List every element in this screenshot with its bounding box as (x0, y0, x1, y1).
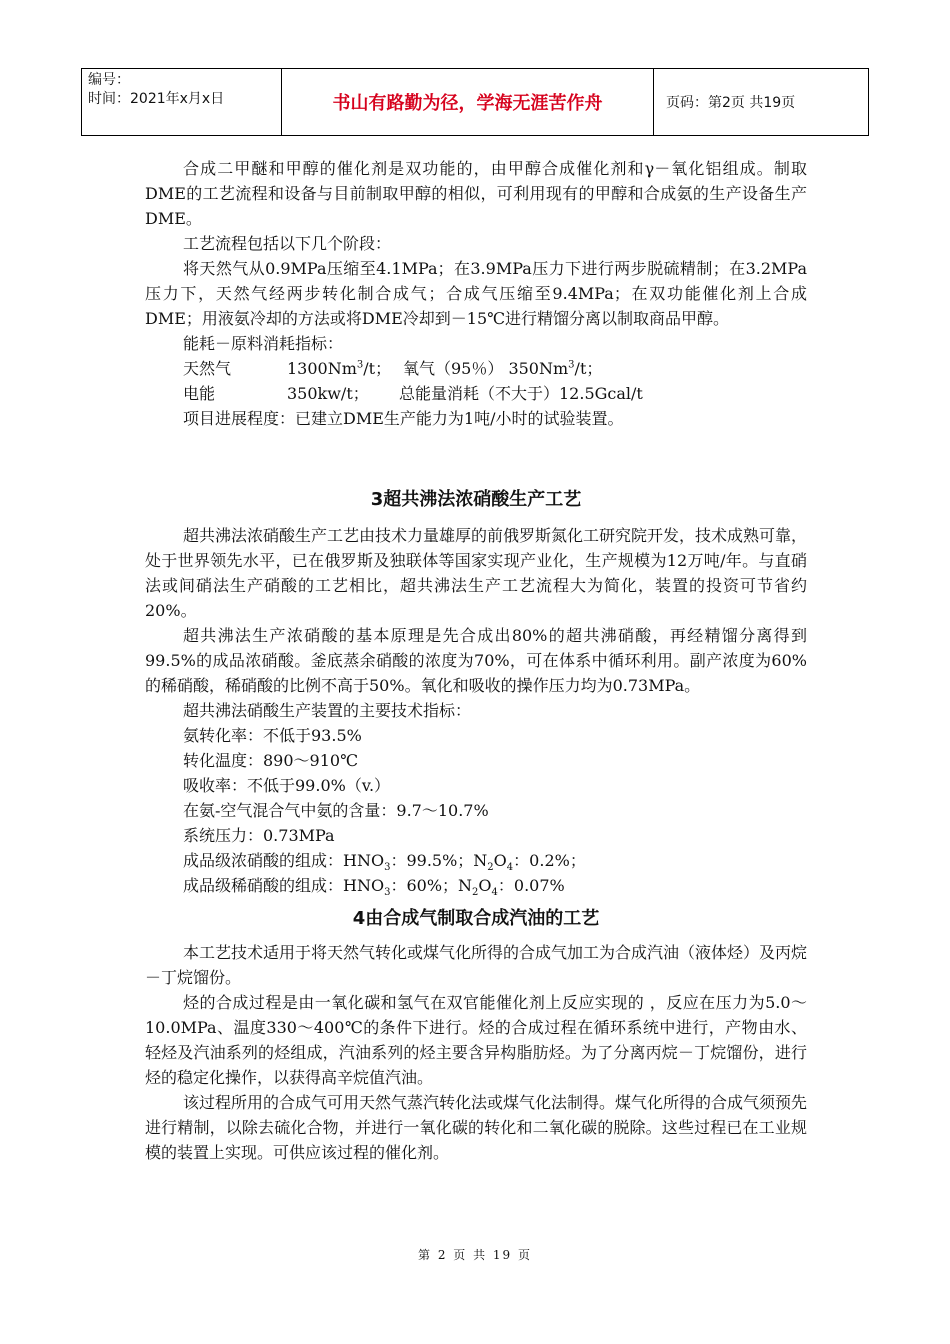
paragraph: 合成二甲醚和甲醇的催化剂是双功能的，由甲醇合成催化剂和γ－氧化铝组成。制取DME的工艺流程和设备与目前制取甲醇的相似，可利用现有的甲醇和合成氨的生产设备生产DME。 (145, 159, 807, 228)
paragraph: 将天然气从0.9MPa压缩至4.1MPa；在3.9MPa压力下进行两步脱硫精制；在3.2MPa压力下，天然气经两步转化制合成气；合成气压缩至9.4MPa；在双功能催化剂上合成DME；用液氨冷却的方法或将DME冷却到－15℃进行精馏分离以制取商品甲醇。 (145, 259, 807, 328)
paragraph: 本工艺技术适用于将天然气转化或煤气化所得的合成气加工为合成汽油（液体烃）及丙烷－丁烷馏份。 (145, 943, 808, 987)
consumption-row (145, 381, 807, 406)
consumption-row (145, 356, 807, 381)
spec-item: 转化温度：890～910℃ (183, 751, 358, 770)
paragraph: 超共沸法硝酸生产装置的主要技术指标： (183, 701, 472, 720)
spec-item: 系统压力：0.73MPa (183, 826, 335, 845)
spec-item: 成品级稀硝酸的组成：$HNO_3$：60%；$N_2O_4$：0.07% (183, 876, 565, 899)
paragraph: 超共沸法生产浓硝酸的基本原理是先合成出80%的超共沸硝酸，再经精馏分离得到99.5%的成品浓硝酸。釜底蒸余硝酸的浓度为70%，可在体系中循环利用。副产浓度为60%的稀硝酸，稀硝酸的比例不高于50%。氧化和吸收的操作压力均为0.73MPa。 (145, 626, 807, 695)
paragraph: 项目进展程度：已建立DME生产能力为1吨/小时的试验装置。 (183, 409, 624, 428)
paragraph: 工艺流程包括以下几个阶段： (183, 234, 392, 253)
row-value: 1300Nm$^3$/t； (287, 359, 392, 378)
paragraph: 能耗－原料消耗指标： (183, 334, 344, 353)
section-heading: 3超共沸法浓硝酸生产工艺 (370, 489, 582, 510)
spec-item: 成品级浓硝酸的组成：$HNO_3$：99.5%；$N_2O_4$：0.2%； (183, 851, 586, 874)
header-motto: 书山有路勤为径，学海无涯苦作舟 (282, 69, 654, 135)
header-meta (82, 69, 282, 135)
row-item: 天然气 (183, 359, 232, 378)
spec-item: 吸收率：不低于99.0%（v.） (183, 776, 391, 795)
paragraph: 该过程所用的合成气可用天然气蒸汽转化法或煤气化法制得。煤气化所得的合成气须预先进行精制，以除去硫化合物，并进行一氧化碳的转化和二氧化碳的脱除。这些过程已在工业规模的装置上实现。可供应该过程的催化剂。 (145, 1093, 808, 1162)
row-value: 氧气（95％） 350Nm$^3$/t； (403, 359, 603, 378)
serial-label: 编号： (88, 72, 130, 88)
time-label: 时间：2021年x月x日 (88, 91, 225, 107)
page-footer: 第 2 页 共 19 页 (418, 1248, 532, 1262)
section-heading: 4由合成气制取合成汽油的工艺 (352, 908, 600, 929)
row-value: 350kw/t； (287, 384, 369, 403)
paragraph: 烃的合成过程是由一氧化碳和氢气在双官能催化剂上反应实现的 ，反应在压力为5.0～10.0MPa、温度330～400℃的条件下进行。烃的合成过程在循环系统中进行，产物由水、轻烃及汽油系列的烃组成，汽油系列的烃主要含异构脂肪烃。为了分离丙烷－丁烷馏份，进行烃的稳定化操作，以获得高辛烷值汽油。 (145, 993, 807, 1087)
row-item: 电能 (183, 384, 216, 403)
row-value: 总能量消耗（不大于）12.5Gcal/t (399, 384, 643, 403)
header-page-info: 页码：第2页 共19页 (666, 95, 796, 111)
document-body (145, 156, 807, 1165)
spec-item: 在氨-空气混合气中氨的含量：9.7～10.7% (183, 801, 489, 820)
spec-item: 氨转化率：不低于93.5% (183, 726, 362, 745)
header-table (81, 68, 869, 136)
paragraph: 超共沸法浓硝酸生产工艺由技术力量雄厚的前俄罗斯氮化工研究院开发，技术成熟可靠，处于世界领先水平，已在俄罗斯及独联体等国家实现产业化，生产规模为12万吨/年。与直硝法或间硝法生产硝酸的工艺相比，超共沸法生产工艺流程大为简化，装置的投资可节省约20%。 (145, 526, 808, 620)
